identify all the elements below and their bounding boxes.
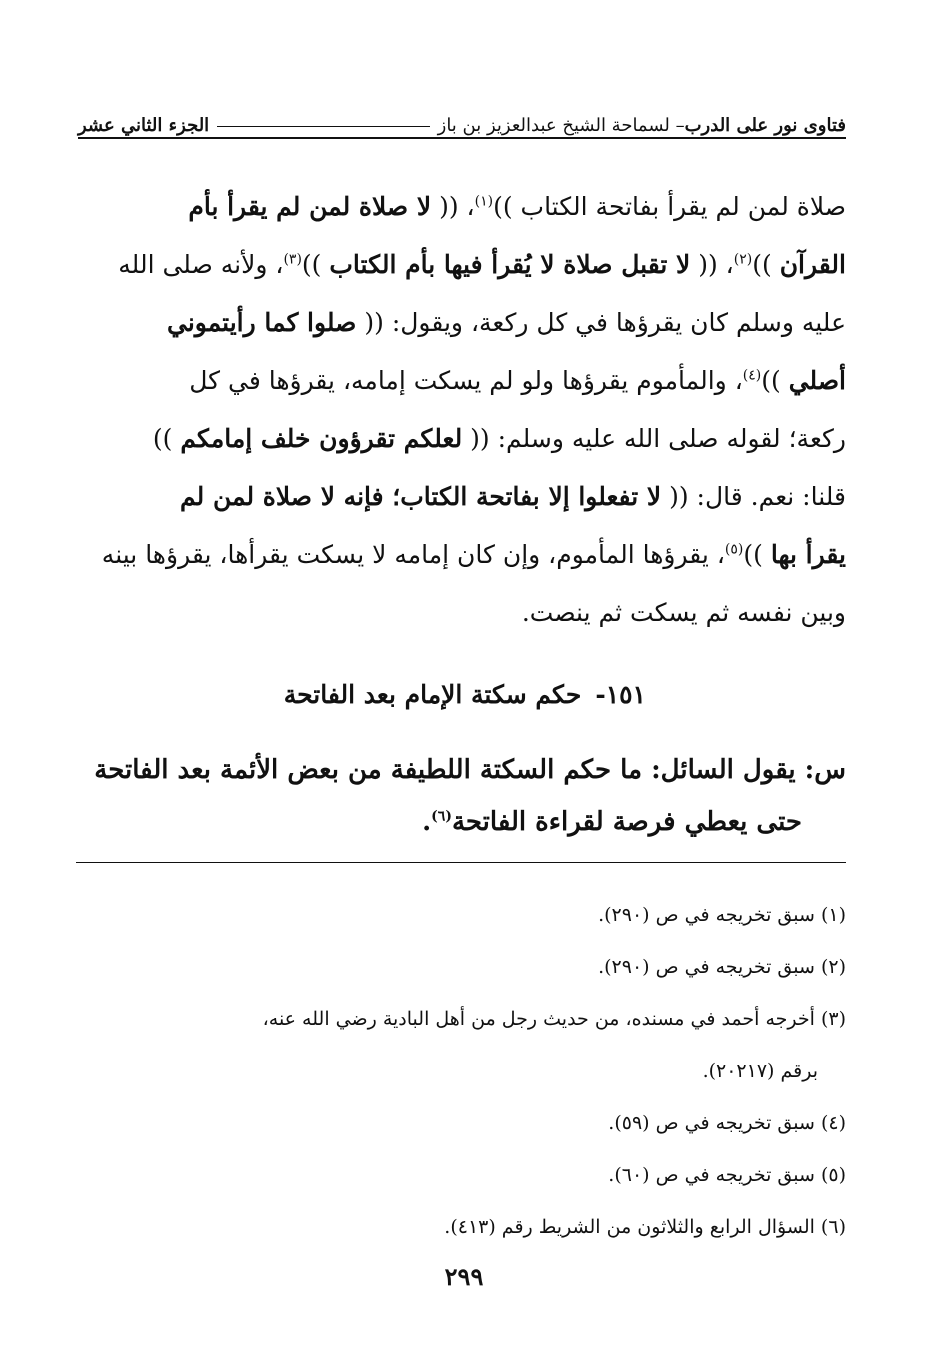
- body-text-segment: صلاة لمن لم يقرأ بفاتحة الكتاب )): [493, 192, 846, 221]
- body-line: [78, 352, 846, 410]
- body-text-segment: عليه وسلم كان يقرؤها في كل ركعة، ويقول: ((: [356, 308, 846, 337]
- footnote-3: (٣) أخرجه أحمد في مسنده، من حديث رجل من أهل البادية رضي الله عنه،: [262, 1008, 846, 1030]
- footnote-ref-6: (٦): [431, 808, 452, 825]
- header-divider: [78, 137, 846, 139]
- footnote-6: (٦) السؤال الرابع والثلاثون من الشريط رقم (٤١٣).: [444, 1216, 846, 1238]
- page-number: ٢٩٩: [444, 1262, 484, 1291]
- body-text-segment: )): [743, 540, 771, 569]
- body-line: [78, 236, 846, 294]
- footnote-divider: [76, 862, 846, 863]
- footnote-3-continued: برقم (٢٠٢١٧).: [702, 1060, 818, 1082]
- body-text-segment: وبين نفسه ثم يسكت ثم ينصت.: [521, 598, 846, 627]
- footnote-ref: (٤): [742, 367, 762, 384]
- footnote-ref: (٣): [283, 251, 302, 268]
- body-line: [78, 468, 846, 526]
- body-text-segment: ، ولأنه صلى الله: [118, 250, 284, 279]
- body-text-segment: )): [152, 424, 181, 453]
- footnote-ref: (٢): [733, 251, 753, 268]
- footnote-ref: (١): [474, 193, 494, 210]
- quoted-hadith: صلوا كما رأيتموني: [166, 308, 357, 337]
- footnotes: [78, 895, 846, 1259]
- quoted-hadith: لعلكم تقرؤون خلف إمامكم: [180, 424, 463, 453]
- body-line: [78, 294, 846, 352]
- question-block: [78, 744, 846, 848]
- body-text-segment: ، يقرؤها المأموم، وإن كان إمامه لا يسكت يقرأها، يقرؤها بينه: [101, 540, 725, 569]
- footnote-2: (٢) سبق تخريجه في ص (٢٩٠).: [598, 956, 846, 978]
- body-text-segment: ، ((: [690, 250, 734, 279]
- body-text-segment: ، والمأموم يقرؤها ولو لم يسكت إمامه، يقرؤها في كل: [189, 366, 743, 395]
- quoted-hadith: أصلي: [788, 366, 846, 395]
- footnote-ref: (٥): [724, 541, 744, 558]
- quoted-hadith: لا صلاة لمن لم يقرأ بأم: [188, 192, 432, 221]
- question-line-2: [78, 796, 846, 848]
- question-line-1: س: يقول السائل: ما حكم السكتة اللطيفة من بعض الأئمة بعد الفاتحة: [94, 755, 846, 785]
- running-header: [78, 100, 846, 136]
- body-text-segment: ركعة؛ لقوله صلى الله عليه وسلم: ((: [462, 424, 846, 453]
- footnote-1: (١) سبق تخريجه في ص (٢٩٠).: [598, 904, 846, 926]
- header-dash-rule: [217, 126, 429, 127]
- quoted-hadith: القرآن: [779, 250, 846, 279]
- body-line: [78, 526, 846, 584]
- author-name: – لسماحة الشيخ عبدالعزيز بن باز: [437, 115, 685, 136]
- answer-body: [78, 178, 846, 642]
- book-title: فتاوى نور على الدرب: [684, 115, 846, 136]
- section-title: حكم سكتة الإمام بعد الفاتحة: [283, 680, 582, 709]
- footnote-4: (٤) سبق تخريجه في ص (٥٩).: [608, 1112, 846, 1134]
- body-line: [78, 584, 846, 642]
- quoted-hadith: يقرأ بها: [770, 540, 846, 569]
- volume-label: الجزء الثاني عشر: [78, 115, 210, 136]
- body-line: [78, 178, 846, 236]
- quoted-hadith: لا تقبل صلاة لا يُقرأ فيها بأم الكتاب: [329, 250, 691, 279]
- body-text-segment: قلنا: نعم. قال: ((: [661, 482, 846, 511]
- question-line-2-end: .: [422, 807, 432, 837]
- section-heading: [284, 680, 646, 709]
- body-text-segment: )): [301, 250, 330, 279]
- quoted-hadith: لا تفعلوا إلا بفاتحة الكتاب؛ فإنه لا صلاة لمن لم: [180, 482, 662, 511]
- body-text-segment: ، ((: [431, 192, 475, 221]
- question-line-2-text: حتى يعطي فرصة لقراءة الفاتحة: [451, 807, 802, 837]
- section-number: ١٥١-: [595, 680, 646, 709]
- footnote-5: (٥) سبق تخريجه في ص (٦٠).: [608, 1164, 846, 1186]
- body-text-segment: )): [761, 366, 789, 395]
- body-text-segment: )): [752, 250, 780, 279]
- body-line: [78, 410, 846, 468]
